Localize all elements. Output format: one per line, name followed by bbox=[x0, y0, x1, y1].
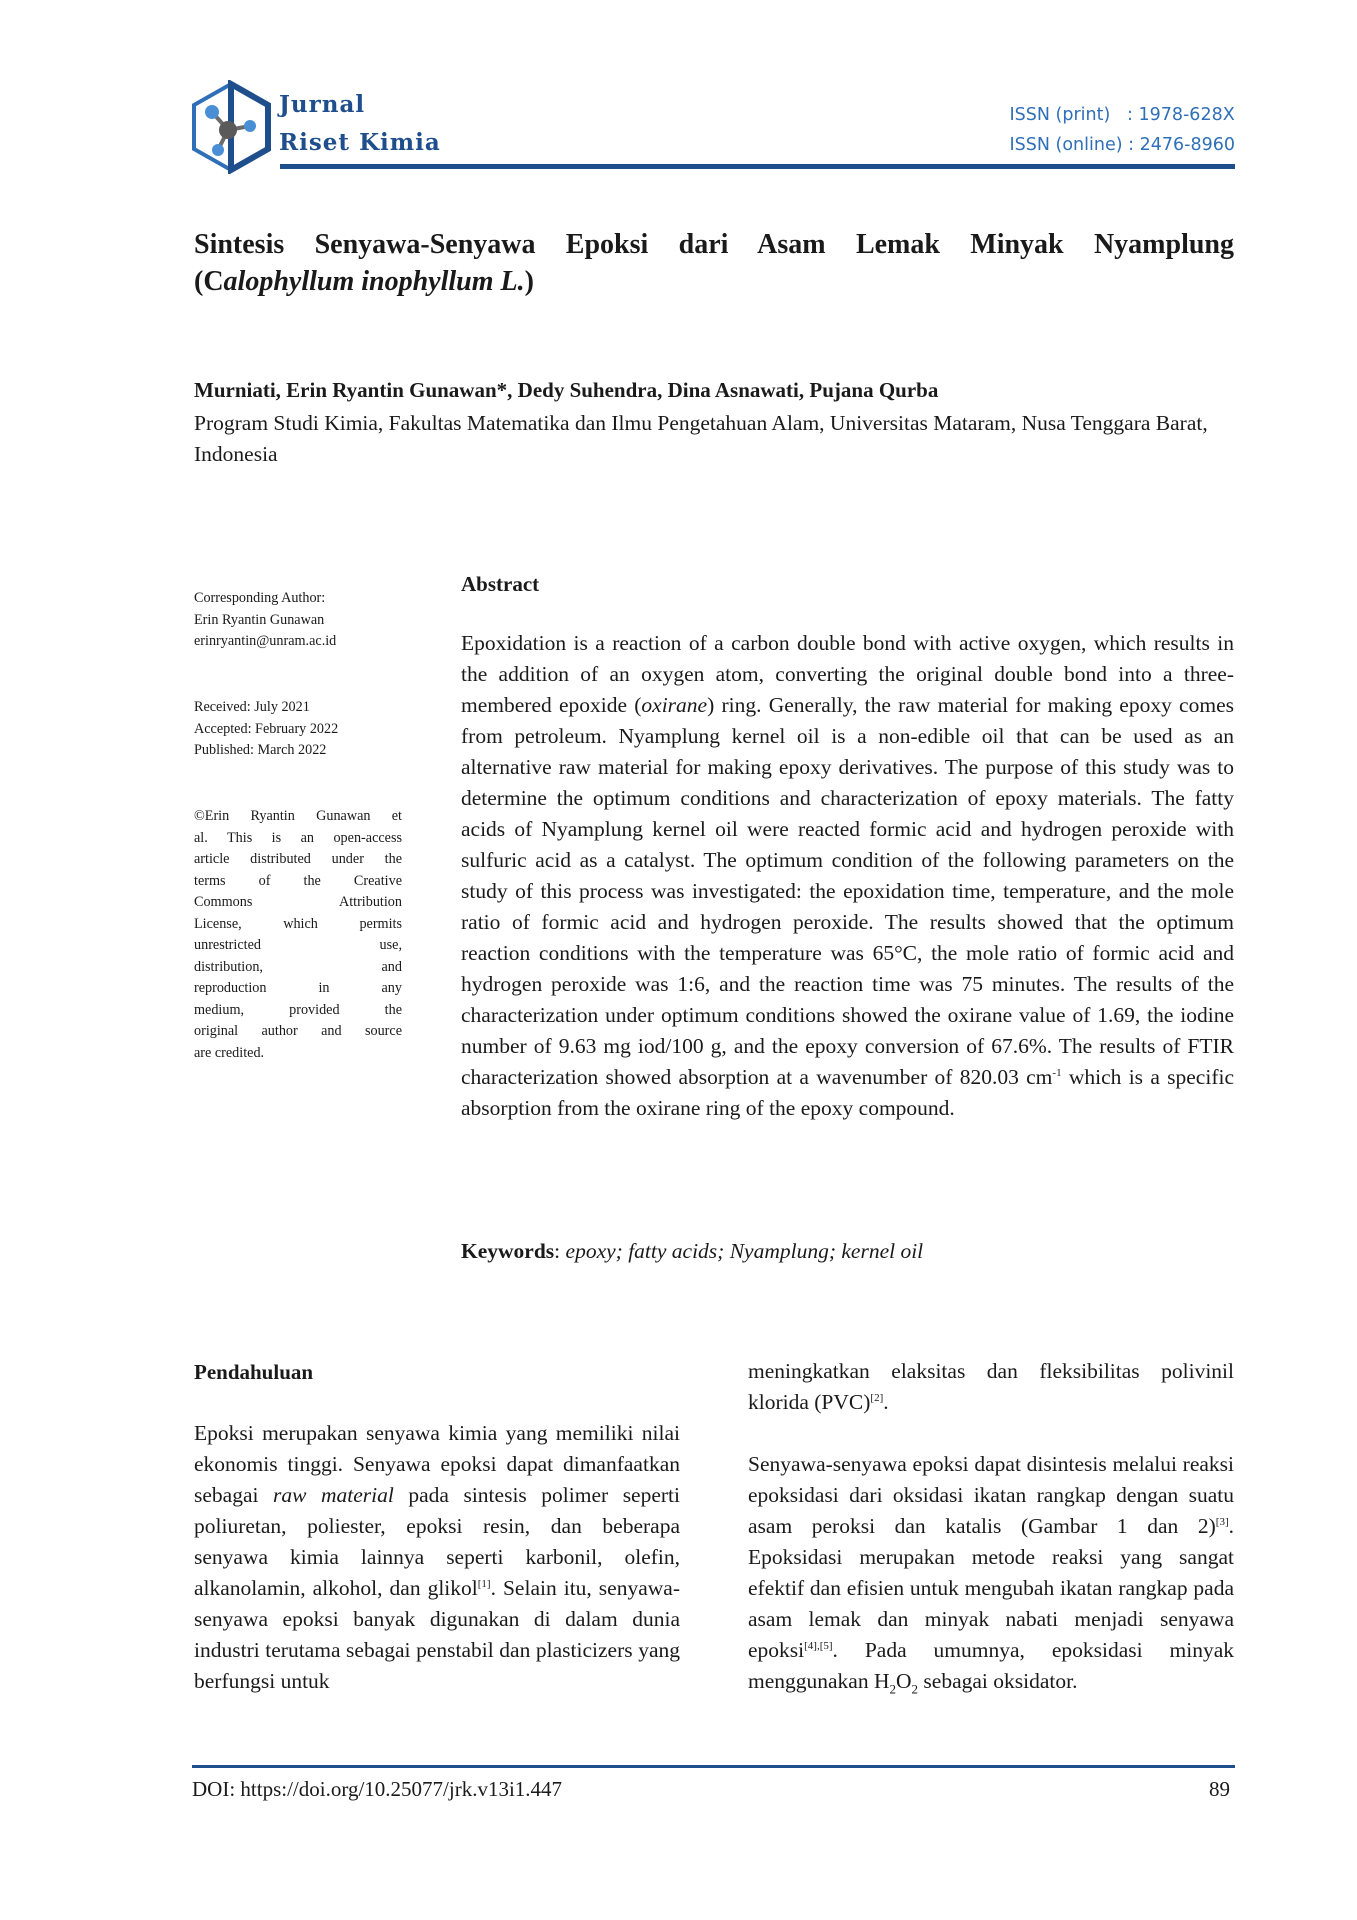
citation-ref: [2] bbox=[870, 1391, 884, 1404]
citation-ref: [4],[5] bbox=[804, 1639, 833, 1652]
body-text: sebagai oksidator. bbox=[918, 1669, 1078, 1693]
corr-label: Corresponding Author: bbox=[194, 590, 326, 606]
issn-online-value: : 2476-8960 bbox=[1128, 135, 1235, 155]
body-column-left bbox=[194, 1418, 680, 1697]
keywords-value: epoxy; fatty acids; Nyamplung; kernel oil bbox=[565, 1239, 924, 1263]
section-heading: Pendahuluan bbox=[194, 1360, 314, 1384]
license-line: are credited. bbox=[194, 1044, 265, 1061]
paragraph bbox=[748, 1356, 1234, 1418]
license-line: al. This is an open-access bbox=[194, 829, 402, 846]
journal-name bbox=[279, 86, 441, 162]
issn-print-value: : 1978-628X bbox=[1127, 105, 1235, 125]
citation-ref: [1] bbox=[477, 1577, 491, 1590]
keywords bbox=[461, 1239, 923, 1264]
article-title bbox=[194, 226, 1234, 300]
paragraph bbox=[748, 1449, 1234, 1697]
license-notice bbox=[194, 806, 402, 1064]
abstract-oxirane: oxirane bbox=[641, 693, 708, 717]
abstract-heading: Abstract bbox=[461, 572, 540, 596]
corr-email: erinryantin@unram.ac.id bbox=[194, 633, 337, 649]
subscript: 2 bbox=[911, 1681, 919, 1697]
accepted-date: Accepted: February 2022 bbox=[194, 720, 339, 737]
license-line: medium, provided the bbox=[194, 1001, 402, 1018]
citation-ref: [3] bbox=[1215, 1515, 1229, 1528]
corresponding-author-info bbox=[194, 588, 402, 653]
body-column-right bbox=[748, 1356, 1234, 1697]
paragraph bbox=[194, 1418, 680, 1697]
page-number: 89 bbox=[1209, 1777, 1230, 1801]
abstract-superscript: -1 bbox=[1052, 1066, 1062, 1079]
received-date: Received: July 2021 bbox=[194, 699, 310, 715]
issn-online-label: ISSN (online) bbox=[1009, 135, 1123, 155]
header-divider bbox=[280, 164, 1235, 169]
body-text: . Pada umumnya, epoksidasi minyak menggunakan H bbox=[748, 1638, 1234, 1693]
body-text: O bbox=[896, 1669, 912, 1693]
article-dates bbox=[194, 697, 402, 762]
license-line: ©Erin Ryantin Gunawan et bbox=[194, 808, 402, 824]
body-text: Senyawa-senyawa epoksi dapat disintesis melalui reaksi epoksidasi dari oksidasi ikatan rangkap dengan suatu asam peroksi dan katalis (Gambar 1 dan 2) bbox=[748, 1452, 1234, 1538]
body-text: pada sintesis polimer seperti poliuretan, poliester, epoksi resin, dan beberapa senyawa kimia lainnya seperti karbonil, olefin, alkanolamin, alkohol, dan glikol bbox=[194, 1483, 680, 1600]
journal-logo-icon bbox=[190, 80, 272, 174]
affiliation: Program Studi Kimia, Fakultas Matematika dan Ilmu Pengetahuan Alam, Universitas Mataram, Nusa Tenggara Barat, Indonesia bbox=[194, 411, 1208, 466]
issn-print bbox=[1009, 100, 1235, 130]
issn-online bbox=[1009, 130, 1235, 160]
abstract-text: which is a specific absorption from the oxirane ring of the epoxy compound. bbox=[461, 1065, 1234, 1120]
body-italic: raw material bbox=[273, 1483, 394, 1507]
body-text: . Epoksidasi merupakan metode reaksi yang sangat efektif dan efisien untuk mengubah ikatan rangkap pada asam lemak dan minyak nabati menjadi senyawa epoksi bbox=[748, 1514, 1234, 1662]
author-list: Murniati, Erin Ryantin Gunawan*, Dedy Suhendra, Dina Asnawati, Pujana Qurba bbox=[194, 378, 939, 402]
subscript: 2 bbox=[889, 1681, 897, 1697]
body-text: . bbox=[883, 1390, 889, 1414]
footer-divider bbox=[192, 1765, 1235, 1768]
body-text: Epoksi merupakan senyawa kimia yang memiliki nilai ekonomis tinggi. Senyawa epoksi dapat dimanfaatkan sebagai bbox=[194, 1421, 680, 1507]
abstract-text: ) ring. Generally, the raw material for making epoxy comes from petroleum. Nyamplung kernel oil is a non-edible oil that can be used as an alternative raw material for making epoxy derivatives. The purpose of this study was to determine the optimum conditions and characterization of epoxy materials. The fatty acids of Nyamplung kernel oil were reacted formic acid and hydrogen peroxide with sulfuric acid as a catalyst. The optimum condition of the following parameters on the study of this process was investigated: the epoxidation time, temperature, and the mole ratio of formic acid and hydrogen peroxide. The results showed that the optimum reaction conditions with the temperature was 65°C, the mole ratio of formic acid and hydrogen peroxide was 1:6, and the reaction time was 75 minutes. The results of the characterization under optimum conditions showed the oxirane value of 1.69, the iodine number of 9.63 mg iod/100 g, and the epoxy conversion of 67.6%. The results of FTIR characterization showed absorption at a wavenumber of 820.03 cm bbox=[461, 693, 1234, 1089]
license-line: License, which permits bbox=[194, 915, 402, 932]
license-line: reproduction in any bbox=[194, 980, 402, 996]
corr-name: Erin Ryantin Gunawan bbox=[194, 611, 325, 628]
body-text: meningkatkan elaksitas dan fleksibilitas polivinil klorida (PVC) bbox=[748, 1359, 1234, 1414]
license-line: original author and source bbox=[194, 1023, 402, 1039]
title-species: alophyllum inophyllum L. bbox=[223, 266, 525, 297]
keywords-separator: : bbox=[554, 1239, 566, 1263]
keywords-label: Keywords bbox=[461, 1239, 555, 1263]
license-line: article distributed under the bbox=[194, 851, 402, 867]
title-text: Sintesis Senyawa-Senyawa Epoksi dari Asam Lemak Minyak Nyamplung (C bbox=[194, 229, 1234, 297]
published-date: Published: March 2022 bbox=[194, 742, 327, 758]
license-line: terms of the Creative bbox=[194, 872, 402, 889]
issn-block bbox=[1009, 100, 1235, 160]
abstract-text: Epoxidation is a reaction of a carbon double bond with active oxygen, which results in the addition of an oxygen atom, converting the original double bond into a three-membered epoxide ( bbox=[461, 631, 1234, 717]
issn-print-label: ISSN (print) bbox=[1009, 105, 1111, 125]
title-close: ) bbox=[524, 266, 534, 297]
journal-name-line1: Jurnal bbox=[279, 91, 366, 118]
body-text: . Selain itu, senyawa-senyawa epoksi banyak digunakan di dalam dunia industri terutama sebagai penstabil dan plasticizers yang berfungsi untuk bbox=[194, 1576, 680, 1693]
license-line: unrestricted use, bbox=[194, 937, 402, 953]
journal-name-line2: Riset Kimia bbox=[279, 129, 441, 156]
doi-link[interactable]: DOI: https://doi.org/10.25077/jrk.v13i1.447 bbox=[192, 1777, 563, 1801]
license-line: distribution, and bbox=[194, 958, 402, 975]
license-line: Commons Attribution bbox=[194, 894, 402, 910]
abstract-body bbox=[461, 628, 1234, 1124]
